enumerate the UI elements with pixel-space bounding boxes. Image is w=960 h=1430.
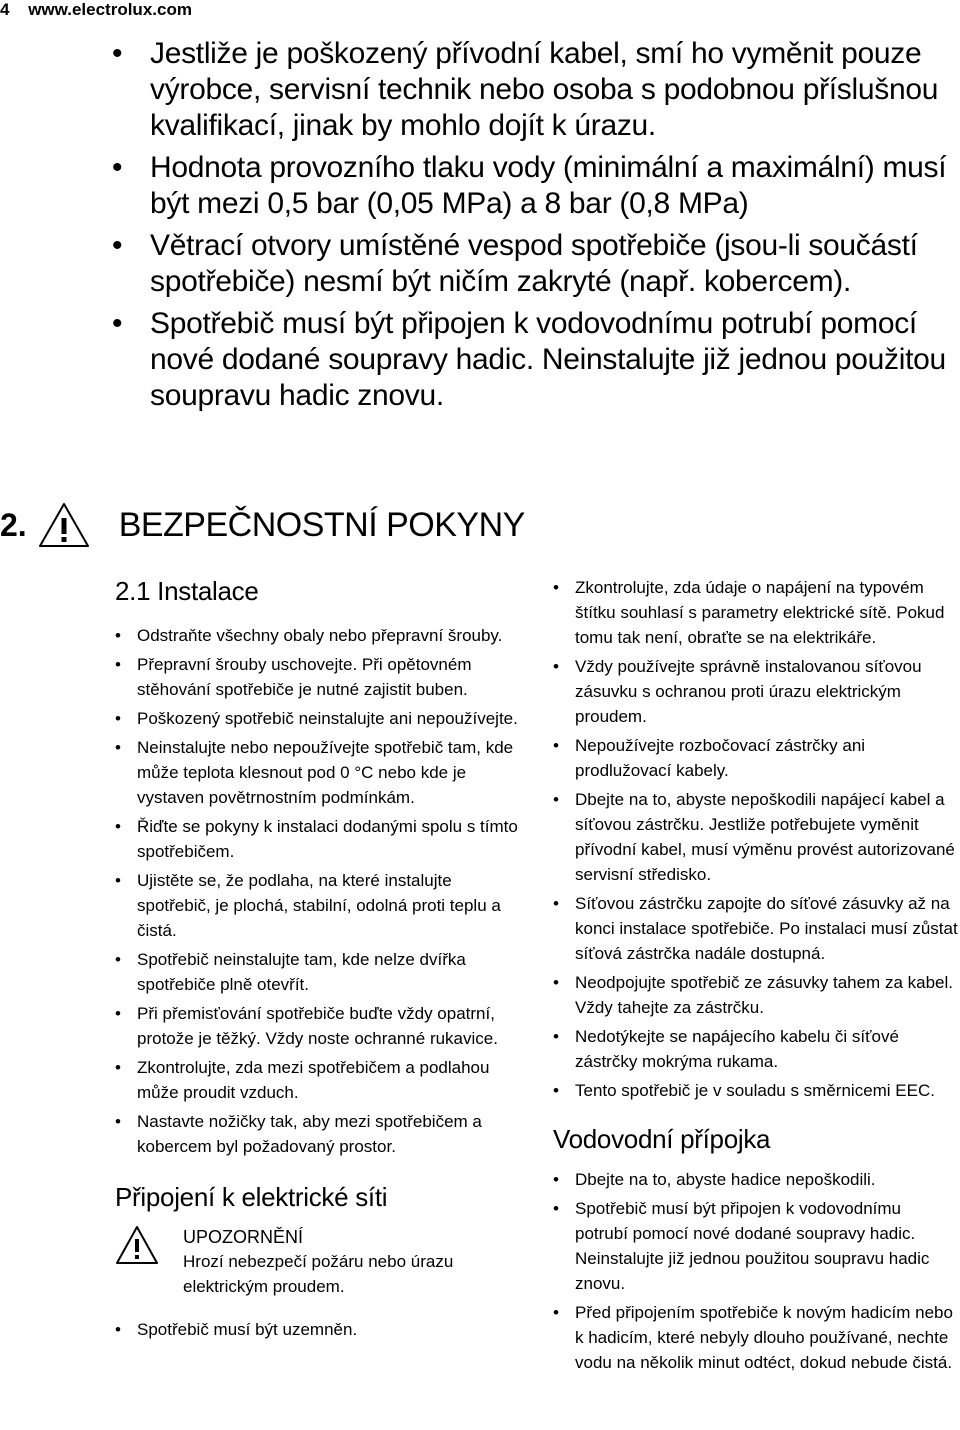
warning-text: Hrozí nebezpečí požáru nebo úrazu elektrickým proudem.: [183, 1252, 454, 1296]
section-heading: [0, 500, 525, 550]
warning-triangle-icon: [115, 1225, 159, 1265]
list-item: • Spotřebič musí být připojen k vodovodnímu potrubí pomocí nové dodané soupravy hadic. Neinstalujte již jednou použitou soupravu hadic znovu.: [553, 1196, 958, 1296]
list-item: • Dbejte na to, abyste nepoškodili napájecí kabel a síťovou zástrčku. Jestliže potřebujete vyměnit přívodní kabel, musí výměnu provést autorizované servisní středisko.: [553, 787, 958, 887]
site-url[interactable]: www.electrolux.com: [28, 0, 192, 19]
list-item: • Odstraňte všechny obaly nebo přepravní šrouby.: [115, 623, 520, 648]
list-item: • Spotřebič musí být připojen k vodovodnímu potrubí pomocí nové dodané soupravy hadic. Neinstalujte již jednou použitou soupravu hadic znovu.: [110, 306, 956, 414]
list-item: • Nepoužívejte rozbočovací zástrčky ani prodlužovací kabely.: [553, 733, 958, 783]
list-item: • Jestliže je poškozený přívodní kabel, smí ho vyměnit pouze výrobce, servisní technik nebo osoba s podobnou příslušnou kvalifikací, jinak by mohlo dojít k úrazu.: [110, 36, 956, 144]
list-item: • Před připojením spotřebiče k novým hadicím nebo k hadicím, které nebyly dlouho používané, nechte vodu na několik minut odtéct, dokud nebude čistá.: [553, 1300, 958, 1375]
water-heading: Vodovodní přípojka: [553, 1124, 771, 1154]
list-item: • Neinstalujte nebo nepoužívejte spotřebič tam, kde může teplota klesnout pod 0 °C nebo kde je vystaven povětrnostním podmínkám.: [115, 735, 520, 810]
list-item: • Větrací otvory umístěné vespod spotřebiče (jsou-li součástí spotřebiče) nesmí být ničím zakryté (např. kobercem).: [110, 228, 956, 300]
list-item: • Poškozený spotřebič neinstalujte ani nepoužívejte.: [115, 706, 520, 731]
list-item: • Zkontrolujte, zda mezi spotřebičem a podlahou může proudit vzduch.: [115, 1055, 520, 1105]
list-item: • Nedotýkejte se napájecího kabelu či síťové zástrčky mokrýma rukama.: [553, 1024, 958, 1074]
list-item: • Při přemisťování spotřebiče buďte vždy opatrní, protože je těžký. Vždy noste ochranné rukavice.: [115, 1001, 520, 1051]
installation-heading: 2.1 Instalace: [115, 576, 259, 606]
section-number: 2.: [0, 506, 27, 543]
top-bullet-list: [110, 36, 956, 420]
section-title: BEZPEČNOSTNÍ POKYNY: [118, 505, 525, 544]
page-header: [0, 0, 192, 20]
electrical-list-right: [553, 575, 958, 1103]
page-number: 4: [0, 0, 10, 19]
list-item: • Neodpojujte spotřebič ze zásuvky tahem za kabel. Vždy tahejte za zástrčku.: [553, 970, 958, 1020]
list-item: • Spotřebič musí být uzemněn.: [115, 1317, 520, 1342]
warning-triangle-icon: [37, 501, 91, 549]
water-list: [553, 1167, 958, 1375]
list-item: • Zkontrolujte, zda údaje o napájení na typovém štítku souhlasí s parametry elektrické sítě. Pokud tomu tak není, obraťte se na elektrikáře.: [553, 575, 958, 650]
warning-box: [115, 1225, 520, 1299]
list-item: • Spotřebič neinstalujte tam, kde nelze dvířka spotřebiče plně otevřít.: [115, 947, 520, 997]
warning-title: UPOZORNĚNÍ: [183, 1227, 304, 1247]
list-item: • Síťovou zástrčku zapojte do síťové zásuvky až na konci instalace spotřebiče. Po instalaci musí zůstat síťová zástrčka nadále dostupná.: [553, 891, 958, 966]
list-item: • Nastavte nožičky tak, aby mezi spotřebičem a kobercem byl požadovaný prostor.: [115, 1109, 520, 1159]
installation-list: [115, 623, 520, 1159]
right-column: [553, 575, 958, 1379]
list-item: • Vždy používejte správně instalovanou síťovou zásuvku s ochranou proti úrazu elektrickým proudem.: [553, 654, 958, 729]
list-item: • Řiďte se pokyny k instalaci dodanými spolu s tímto spotřebičem.: [115, 814, 520, 864]
electrical-heading: Připojení k elektrické síti: [115, 1182, 388, 1212]
list-item: • Hodnota provozního tlaku vody (minimální a maximální) musí být mezi 0,5 bar (0,05 MPa) a 8 bar (0,8 MPa): [110, 150, 956, 222]
list-item: • Tento spotřebič je v souladu s směrnicemi EEC.: [553, 1078, 958, 1103]
list-item: • Dbejte na to, abyste hadice nepoškodili.: [553, 1167, 958, 1192]
left-column: [115, 575, 520, 1346]
electrical-list-left: [115, 1317, 520, 1342]
list-item: • Přepravní šrouby uschovejte. Při opětovném stěhování spotřebiče je nutné zajistit buben.: [115, 652, 520, 702]
list-item: • Ujistěte se, že podlaha, na které instalujte spotřebič, je plochá, stabilní, odolná proti teplu a čistá.: [115, 868, 520, 943]
